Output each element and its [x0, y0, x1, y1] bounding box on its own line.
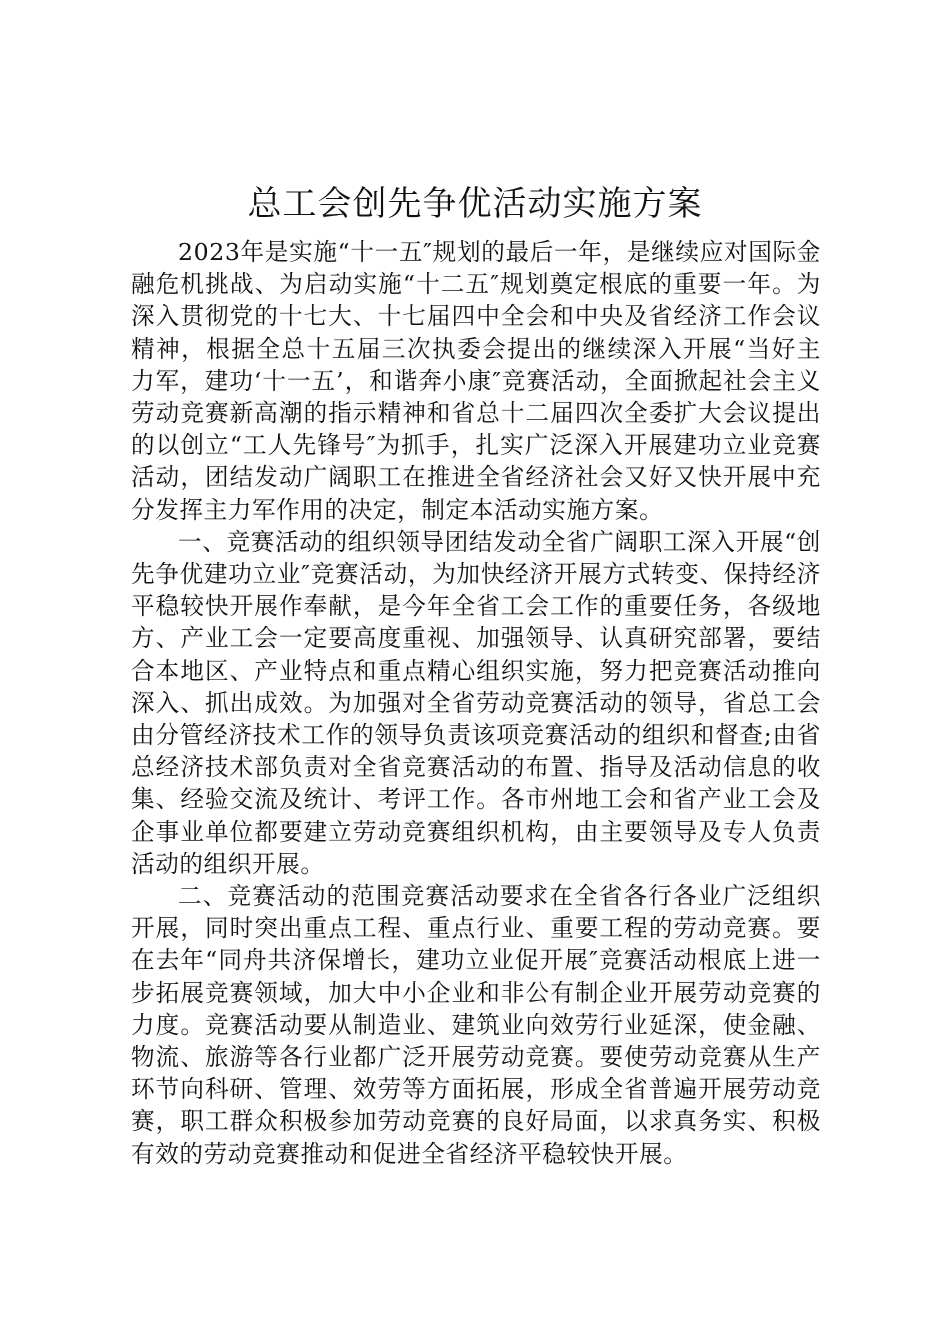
paragraph-section-1: 一、竞赛活动的组织领导团结发动全省广阔职工深入开展“创先争优建功立业″竞赛活动，为加快经济开展方式转变、保持经济平稳较快开展作奉献，是今年全省工会工作的重要任务，各级地方、产业工会一定要高度重视、加强领导、认真研究部署，要结合本地区、产业特点和重点精心组织实施，努力把竞赛活动推向深入、抓出成效。为加强对全省劳动竞赛活动的领导，省总工会由分管经济技术工作的领导负责该项竞赛活动的组织和督查;由省总经济技术部负责对全省竞赛活动的布置、指导及活动信息的收集、经验交流及统计、考评工作。各市州地工会和省产业工会及企事业单位都要建立劳动竞赛组织机构，由主要领导及专人负责活动的组织开展。	[131, 527, 821, 878]
document-body	[131, 236, 821, 1170]
paragraph-intro: 2023年是实施“十一五″规划的最后一年，是继续应对国际金融危机挑战、为启动实施“十二五″规划奠定根底的重要一年。为深入贯彻党的十七大、十七届四中全会和中央及省经济工作会议精神，根据全总十五届三次执委会提出的继续深入开展“当好主力军，建功‘十一五’，和谐奔小康″竞赛活动，全面掀起社会主义劳动竞赛新高潮的指示精神和省总十二届四次全委扩大会议提出的以创立“工人先锋号″为抓手，扎实广泛深入开展建功立业竞赛活动，团结发动广阔职工在推进全省经济社会又好又快开展中充分发挥主力军作用的决定，制定本活动实施方案。	[131, 238, 821, 524]
document-title: 总工会创先争优活动实施方案	[247, 184, 703, 224]
paragraph-section-2: 二、竞赛活动的范围竞赛活动要求在全省各行各业广泛组织开展，同时突出重点工程、重点行业、重要工程的劳动竞赛。要在去年“同舟共济保增长，建功立业促开展″竞赛活动根底上进一步拓展竞赛领域，加大中小企业和非公有制企业开展劳动竞赛的力度。竞赛活动要从制造业、建筑业向效劳行业延深，使金融、物流、旅游等各行业都广泛开展劳动竞赛。要使劳动竞赛从生产环节向科研、管理、效劳等方面拓展，形成全省普遍开展劳动竞赛，职工群众积极参加劳动竞赛的良好局面，以求真务实、积极有效的劳动竞赛推动和促进全省经济平稳较快开展。	[131, 882, 821, 1168]
